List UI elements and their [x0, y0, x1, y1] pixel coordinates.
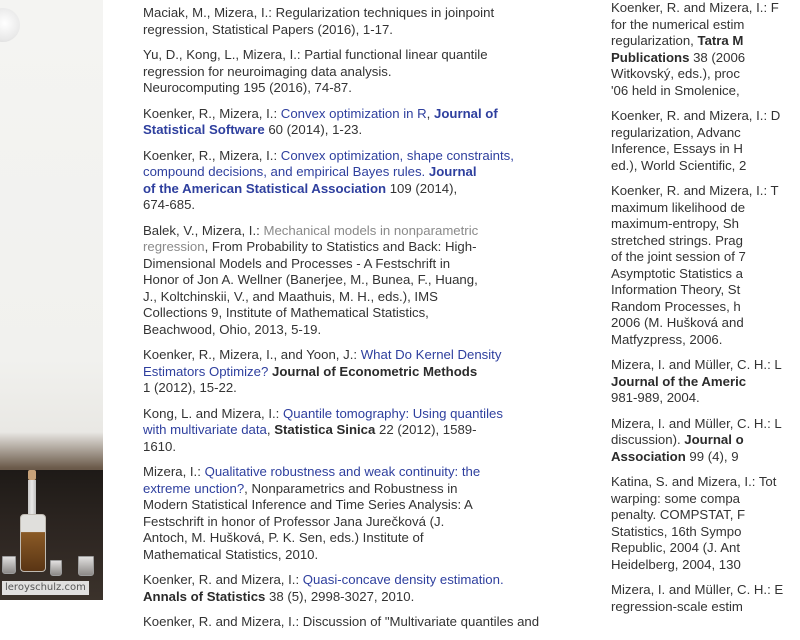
citation-text: 674-685.	[143, 197, 196, 212]
citation-text: Mizera, I.:	[143, 464, 205, 479]
citation-text: Random Processes, h	[611, 298, 741, 314]
entry-line	[611, 33, 800, 50]
citation-text: 1610.	[143, 438, 177, 454]
entry-line	[611, 598, 800, 616]
citation-text: ,	[266, 422, 275, 437]
entry-line	[143, 480, 575, 498]
citation-text: Koenker, R. and Mizera, I.: Discussion of "Multivariate quantiles and	[143, 614, 540, 629]
citation-text: discussion).	[611, 432, 685, 447]
publication-entry	[143, 5, 575, 38]
bottle-image	[20, 470, 44, 570]
entry-line	[611, 415, 800, 433]
publication-title-link[interactable]: What Do Kernel Density	[360, 347, 502, 362]
citation-text: Festschrift in honor of Professor Jana Jurečková (J.	[143, 513, 445, 529]
citation-text: for the numerical estim	[611, 16, 745, 32]
journal-name: Journal of the Americ	[611, 373, 747, 389]
citation-text: Koenker, R., Mizera, I.:	[143, 105, 281, 121]
entry-line	[143, 47, 575, 64]
entry-line	[611, 282, 800, 299]
citation-text: Inference, Essays in H	[611, 141, 743, 156]
entry-line	[611, 490, 800, 508]
citation-text: Witkovský, eds.), proc	[611, 66, 740, 81]
publication-title-link[interactable]: Estimators Optimize?	[143, 363, 269, 379]
citation-text: , From Probability to Statistics and Back: High-	[204, 239, 477, 254]
entry-line	[611, 157, 800, 175]
publication-title-link[interactable]: with multivariate data	[143, 422, 267, 437]
entry-line	[611, 265, 800, 283]
entry-line	[143, 405, 575, 423]
citation-text: '06 held in Smolenice,	[611, 82, 740, 98]
entry-line	[611, 448, 800, 466]
entry-line	[611, 49, 800, 67]
citation-text: regularization, Advanc	[611, 124, 741, 140]
journal-name: Annals of Statistics	[143, 588, 266, 604]
entry-line	[611, 249, 800, 266]
publication-entry	[143, 614, 575, 631]
citation-text: 2006 (M. Hušková and	[611, 315, 744, 330]
publication-title-link[interactable]: Quantile tomography: Using quantiles	[283, 405, 503, 421]
citation-text: Information Theory, St	[611, 282, 741, 297]
citation-text: Mathematical Statistics, 2010.	[143, 546, 319, 562]
citation-text: Mizera, I. and Müller, C. H.: L	[611, 415, 782, 431]
entry-line	[143, 380, 575, 397]
entry-line	[611, 315, 800, 332]
entry-line	[143, 513, 575, 531]
publication-entry	[611, 416, 800, 466]
citation-text: Neurocomputing 195 (2016), 74-87.	[143, 80, 352, 95]
citation-text: Kong, L. and Mizera, I.:	[143, 405, 284, 421]
citation-text: 38 (2006	[689, 49, 746, 65]
publication-entry	[143, 148, 575, 214]
entry-line	[143, 288, 575, 306]
citation-text: Maciak, M., Mizera, I.:	[143, 5, 276, 20]
entry-line	[611, 216, 800, 233]
citation-text: maximum-entropy, Sh	[611, 216, 740, 231]
glass-image	[2, 556, 16, 574]
entry-line	[143, 438, 575, 456]
publication-entry	[611, 0, 800, 99]
journal-name: Statistica Sinica	[274, 422, 376, 437]
entry-line	[611, 331, 800, 349]
entry-line	[143, 239, 575, 256]
entry-line	[143, 305, 575, 322]
publication-entry	[611, 108, 800, 174]
entry-line	[611, 298, 800, 316]
citation-text: Regularization techniques in joinpoint	[275, 5, 495, 20]
citation-text: stretched strings. Prag	[611, 232, 743, 248]
citation-text: ed.), World Scientific, 2	[611, 157, 747, 173]
publication-list-right	[611, 0, 800, 624]
entry-line	[143, 588, 575, 606]
citation-text: Mizera, I. and Müller, C. H.: E	[611, 582, 784, 597]
citation-text: Koenker, R. and Mizera, I.: T	[611, 183, 779, 198]
citation-text: Yu, D., Kong, L., Mizera, I.: Partial functional linear quantile	[143, 47, 488, 62]
journal-name: Publications	[611, 49, 690, 65]
entry-line	[611, 124, 800, 142]
journal-name: Association	[611, 448, 686, 464]
entry-line	[143, 105, 575, 123]
publication-title-link[interactable]: compound decisions, and empirical Bayes rules.	[143, 164, 426, 179]
journal-name: Tatra M	[697, 33, 744, 48]
glass-image	[50, 560, 62, 576]
entry-line	[611, 199, 800, 217]
lamp-image	[0, 8, 20, 42]
citation-text: Koenker, R., Mizera, I., and Yoon, J.:	[143, 347, 361, 362]
entry-line	[143, 180, 575, 198]
publication-title-link[interactable]: extreme unction?	[143, 480, 245, 496]
entry-line	[143, 5, 575, 22]
entry-line	[611, 373, 800, 391]
citation-text: 981-989, 2004.	[611, 390, 700, 405]
journal-name: Statistical Software	[143, 122, 265, 137]
citation-text: 22 (2012), 1589-	[375, 422, 477, 437]
entry-line	[143, 363, 575, 381]
entry-line	[143, 614, 575, 631]
publication-entry	[143, 47, 575, 97]
publication-title-link[interactable]: Convex optimization, shape constraints,	[280, 147, 514, 163]
citation-text: warping: some compa	[611, 490, 741, 506]
citation-text: Beachwood, Ohio, 2013, 5-19.	[143, 321, 322, 337]
entry-line	[611, 523, 800, 541]
entry-line	[143, 321, 575, 339]
entry-line	[611, 432, 800, 449]
publication-entry	[611, 474, 800, 573]
citation-text: penalty. COMPSTAT, F	[611, 507, 746, 522]
entry-line	[143, 422, 575, 439]
citation-text: 109 (2014),	[386, 180, 458, 196]
citation-text: Koenker, R., Mizera, I.:	[143, 147, 281, 163]
citation-text: Statistics, 16th Sympo	[611, 523, 742, 539]
publication-title-link[interactable]: Mechanical models in nonparametric	[263, 222, 479, 238]
journal-name: of the American Statistical Association	[143, 180, 387, 196]
publication-entry	[611, 183, 800, 348]
citation-text: Dimensional Models and Processes - A Festschrift in	[143, 255, 451, 271]
citation-text: 38 (5), 2998-3027, 2010.	[265, 588, 415, 604]
publication-entry	[611, 357, 800, 407]
entry-line	[611, 82, 800, 100]
entry-line	[143, 497, 575, 514]
entry-line	[611, 108, 800, 125]
entry-line	[611, 16, 800, 34]
publication-title-link[interactable]: Qualitative robustness and weak continuity: the	[204, 464, 481, 479]
entry-line	[143, 80, 575, 97]
citation-text: ,	[426, 105, 434, 121]
entry-line	[143, 255, 575, 273]
citation-text: Collections 9, Institute of Mathematical Statistics,	[143, 305, 429, 320]
entry-line	[611, 232, 800, 250]
entry-line	[143, 197, 575, 214]
citation-text: Asymptotic Statistics a	[611, 265, 743, 281]
citation-text: regression-scale estim	[611, 598, 743, 614]
publication-entry	[143, 223, 575, 339]
citation-text: Mizera, I. and Müller, C. H.: L	[611, 357, 782, 372]
citation-text: Katina, S. and Mizera, I.: Tot	[611, 474, 777, 489]
publication-entry	[143, 464, 575, 563]
citation-text: Balek, V., Mizera, I.:	[143, 222, 264, 238]
citation-text: 60 (2014), 1-23.	[264, 122, 363, 137]
citation-text: Koenker, R. and Mizera, I.: D	[611, 108, 781, 123]
photo-credit: leroyschulz.com	[2, 581, 89, 595]
publication-title-link[interactable]: Convex optimization in R	[280, 105, 427, 121]
journal-name: Journal of	[434, 105, 498, 121]
citation-text: Matfyzpress, 2006.	[611, 331, 723, 347]
citation-text: 99 (4), 9	[685, 448, 739, 464]
citation-text: maximum likelihood de	[611, 199, 746, 215]
citation-text: Koenker, R. and Mizera, I.: F	[611, 0, 779, 15]
entry-line	[611, 357, 800, 374]
citation-text: regression, Statistical Papers (2016), 1-17.	[143, 21, 393, 37]
entry-line	[143, 530, 575, 547]
journal-name: Journal o	[684, 432, 744, 447]
citation-text: Heidelberg, 2004, 130	[611, 556, 741, 572]
citation-text: Honor of Jon A. Wellner (Banerjee, M., Bunea, F., Huang,	[143, 272, 478, 287]
citation-text: J., Koltchinskii, V., and Maathuis, M. H., eds.), IMS	[143, 288, 438, 304]
glass-image	[78, 556, 94, 576]
publication-entry	[611, 582, 800, 615]
citation-text: regularization,	[611, 33, 698, 48]
citation-text: 1 (2012), 15-22.	[143, 380, 237, 395]
entry-line	[143, 21, 575, 39]
entry-line	[143, 63, 575, 81]
publication-entry	[143, 406, 575, 456]
publication-list-left	[143, 0, 575, 640]
entry-line	[143, 122, 575, 139]
publication-title-link[interactable]: Quasi-concave density estimation.	[302, 572, 504, 587]
entry-line	[611, 556, 800, 574]
publication-title-link[interactable]: regression	[143, 239, 205, 254]
entry-line	[611, 183, 800, 200]
citation-text: regression for neuroimaging data analysis.	[143, 63, 392, 79]
publication-entry	[143, 572, 575, 605]
entry-line	[611, 540, 800, 557]
publication-entry	[143, 106, 575, 139]
citation-text: , Nonparametrics and Robustness in	[244, 480, 458, 496]
background-photo	[0, 0, 103, 600]
entry-line	[611, 141, 800, 158]
journal-name: Journal	[428, 164, 477, 179]
citation-text: Modern Statistical Inference and Time Series Analysis: A	[143, 497, 473, 512]
entry-line	[611, 507, 800, 524]
publication-entry	[143, 347, 575, 397]
entry-line	[143, 222, 575, 240]
entry-line	[611, 474, 800, 491]
entry-line	[143, 347, 575, 364]
entry-line	[611, 0, 800, 17]
citation-text: Antoch, M. Hušková, P. K. Sen, eds.) Institute of	[143, 530, 424, 545]
entry-line	[143, 272, 575, 289]
entry-line	[611, 66, 800, 83]
entry-line	[143, 147, 575, 165]
citation-text: of the joint session of 7	[611, 249, 746, 264]
entry-line	[611, 582, 800, 599]
citation-text: Koenker, R. and Mizera, I.:	[143, 572, 303, 587]
entry-line	[143, 164, 575, 181]
entry-line	[143, 464, 575, 481]
entry-line	[611, 390, 800, 407]
entry-line	[143, 546, 575, 564]
entry-line	[143, 572, 575, 589]
citation-text: Republic, 2004 (J. Ant	[611, 540, 741, 555]
journal-name: Journal of Econometric Methods	[272, 363, 478, 379]
